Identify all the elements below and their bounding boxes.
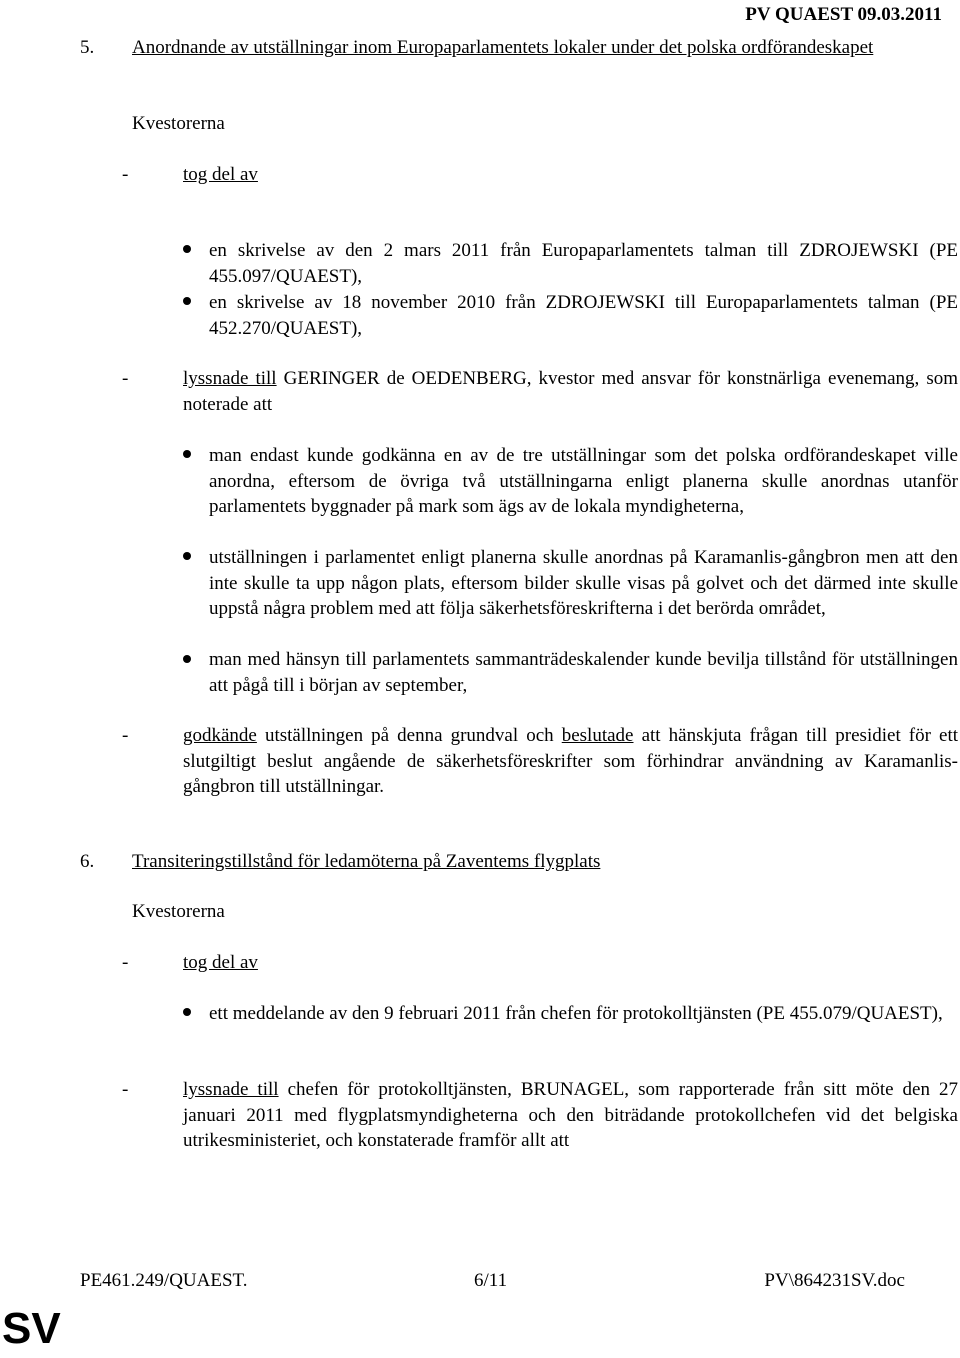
item-5-approved-label: godkände	[183, 725, 257, 746]
item-6-number: 6.	[80, 851, 95, 872]
item-5-noted-label: tog del av	[183, 164, 258, 185]
item-5-point-2: utställningen i parlamentet enligt planerna skulle anordnas på Karamanlis-gångbron men att den inte skulle ta upp någon plats, eftersom bilder skulle visas på golvet och det därmed inte skulle uppstå några problem med att följa säkerhetsföreskrifterna i det berörda området,	[209, 547, 958, 619]
item-5-title: Anordnande av utställningar inom Europaparlamentets lokaler under det polska ordförandeskapet	[132, 37, 874, 58]
item-6-noted-label: tog del av	[183, 952, 258, 973]
item-6-heard-text: chefen för protokolltjänsten, BRUNAGEL, som rapporterade från sitt möte den 27 januari 2011 med flygplatsmyndigheterna och den biträdande protokollchefen vid det belgiska utrikesministeriet, och konstaterade framför allt att	[183, 1079, 958, 1151]
item-5-heard-dash: -	[122, 368, 129, 389]
bullet-icon	[183, 297, 191, 305]
item-6-heard-paragraph	[183, 1077, 958, 1154]
item-5-approved-paragraph	[183, 723, 958, 800]
item-6-title: Transiteringstillstånd för ledamöterna på Zaventems flygplats	[132, 851, 601, 872]
footer-page-number: 6/11	[474, 1270, 508, 1291]
item-6-heard-dash: -	[122, 1079, 129, 1100]
bullet-icon	[183, 655, 191, 663]
bullet-icon	[183, 1008, 191, 1016]
item-5-noted-dash: -	[122, 164, 129, 185]
item-5-heading: Kvestorerna	[132, 113, 225, 134]
language-code: SV	[2, 1304, 61, 1353]
item-5-heard-label: lyssnade till	[183, 368, 277, 389]
item-6-noted-dash: -	[122, 952, 129, 973]
item-5-document-1: en skrivelse av den 2 mars 2011 från Europaparlamentets talman till ZDROJEWSKI (PE 455.097/QUAEST),	[209, 240, 958, 287]
item-5-point-1: man endast kunde godkänna en av de tre utställningar som det polska ordförandeskapet ville anordna, eftersom de övriga två utställningarna enligt planerna skulle anordnas utanför parlamentets byggnader på mark som ägs av de lokala myndigheterna,	[209, 445, 958, 517]
item-5-number: 5.	[80, 37, 95, 58]
bullet-icon	[183, 450, 191, 458]
item-5-heard-text: GERINGER de OEDENBERG, kvestor med ansvar för konstnärliga evenemang, som noterade att	[183, 368, 958, 415]
footer-file-name: PV\864231SV.doc	[764, 1270, 905, 1291]
item-5-point-3: man med hänsyn till parlamentets sammanträdeskalender kunde bevilja tillstånd för utställningen att pågå till i början av september,	[209, 649, 958, 696]
footer-document-number: PE461.249/QUAEST.	[80, 1270, 248, 1291]
bullet-icon	[183, 245, 191, 253]
item-5-approved-end: att hänskjuta frågan till presidiet för ett slutgiltigt beslut angående de säkerhetsföreskrifter som förhindrar användning av Karamanlis-gångbron till utställningar.	[183, 725, 959, 797]
item-5-approved-mid: utställningen på denna grundval och	[256, 725, 562, 746]
item-5-approved-dash: -	[122, 725, 129, 746]
item-6-heard-label: lyssnade till	[183, 1079, 279, 1100]
item-6-document-1: ett meddelande av den 9 februari 2011 från chefen för protokolltjänsten (PE 455.079/QUAEST),	[209, 1003, 943, 1024]
item-5-decided-label: beslutade	[561, 725, 634, 746]
item-6-heading: Kvestorerna	[132, 901, 225, 922]
document-reference: PV QUAEST 09.03.2011	[745, 4, 942, 25]
item-5-document-2: en skrivelse av 18 november 2010 från ZDROJEWSKI till Europaparlamentets talman (PE 452.270/QUAEST),	[209, 292, 958, 339]
item-5-heard-paragraph	[183, 366, 958, 417]
bullet-icon	[183, 552, 191, 560]
